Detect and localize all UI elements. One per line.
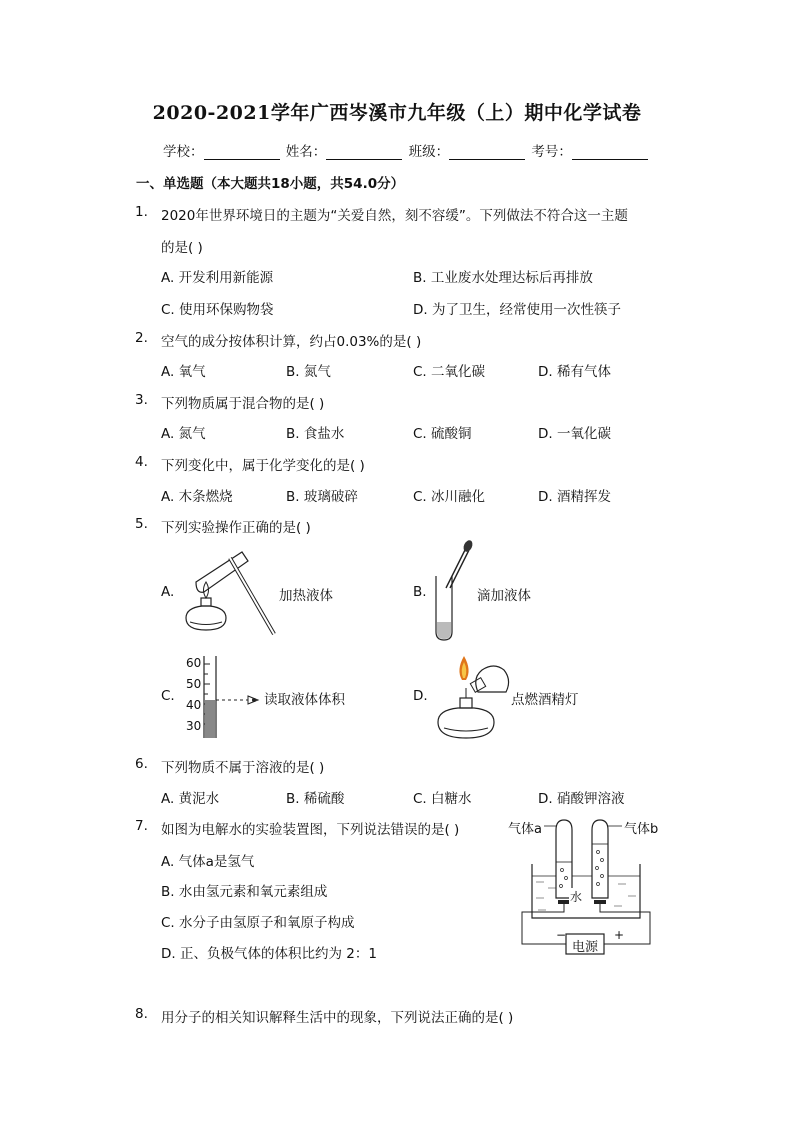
question-text: 下列变化中，属于化学变化的是( ) <box>161 458 365 474</box>
option-b[interactable]: B. 稀硫酸 <box>286 791 345 807</box>
option-d[interactable]: D. 一氧化碳 <box>538 426 611 442</box>
option-b[interactable]: B. 工业废水处理达标后再排放 <box>413 270 593 286</box>
question-text: 下列物质不属于溶液的是( ) <box>161 760 325 776</box>
option-a[interactable]: A. 氧气 <box>161 364 206 380</box>
power-label: 电源 <box>572 940 599 955</box>
option-c[interactable]: C. 二氧化碳 <box>413 364 486 380</box>
question-number: 2. <box>135 330 148 346</box>
option-b[interactable]: B. 水由氢元素和氧元素组成 <box>161 884 328 900</box>
figure-label: 读取液体体积 <box>264 692 345 708</box>
plus-sign: + <box>614 928 625 942</box>
minus-sign: − <box>556 928 567 942</box>
option-c[interactable]: C. 白糖水 <box>413 791 472 807</box>
option-b[interactable]: B. <box>413 584 427 600</box>
question-text: 用分子的相关知识解释生活中的现象，下列说法正确的是( ) <box>161 1010 514 1026</box>
question-text: 的是( ) <box>161 240 203 256</box>
gas-b-label: 气体b <box>624 822 659 837</box>
option-c[interactable]: C. 硫酸铜 <box>413 426 472 442</box>
school-blank[interactable] <box>204 145 280 160</box>
question-text: 如图为电解水的实验装置图，下列说法错误的是( ) <box>161 822 460 838</box>
heating-liquid-figure <box>182 548 282 640</box>
question-number: 6. <box>135 756 148 772</box>
figure-label: 点燃酒精灯 <box>511 692 579 708</box>
gas-a-label: 气体a <box>508 822 542 837</box>
question-number: 4. <box>135 454 148 470</box>
question-number: 3. <box>135 392 148 408</box>
option-b[interactable]: B. 氮气 <box>286 364 331 380</box>
question-text: 下列实验操作正确的是( ) <box>161 520 311 536</box>
dropper-figure <box>432 540 472 642</box>
question-number: 5. <box>135 516 148 532</box>
question-number: 7. <box>135 818 148 834</box>
option-a[interactable]: A. 氮气 <box>161 426 206 442</box>
option-b[interactable]: B. 玻璃破碎 <box>286 489 358 505</box>
question-number: 8. <box>135 1006 148 1022</box>
water-label: 水 <box>570 890 583 904</box>
question-number: 1. <box>135 204 148 220</box>
question-text: 下列物质属于混合物的是( ) <box>161 396 325 412</box>
number-blank[interactable] <box>572 145 648 160</box>
figure-label: 滴加液体 <box>477 588 531 604</box>
tick-label: 40 <box>186 698 202 712</box>
option-a[interactable]: A. 黄泥水 <box>161 791 220 807</box>
school-label: 学校： <box>163 144 204 160</box>
page-title: 2020-2021学年广西岑溪市九年级（上）期中化学试卷 <box>152 102 642 124</box>
class-label: 班级： <box>408 144 450 160</box>
figure-label: 加热液体 <box>279 588 333 604</box>
option-d[interactable]: D. 硝酸钾溶液 <box>538 791 625 807</box>
option-d[interactable]: D. <box>413 688 428 704</box>
name-blank[interactable] <box>326 145 402 160</box>
option-a[interactable]: A. <box>161 584 175 600</box>
tick-label: 60 <box>186 656 202 670</box>
class-blank[interactable] <box>449 145 525 160</box>
lamp-lighting-figure <box>432 652 512 744</box>
option-d[interactable]: D. 为了卫生，经常使用一次性筷子 <box>413 302 621 318</box>
option-d[interactable]: D. 正、负极气体的体积比约为 2：1 <box>161 946 377 962</box>
section-heading: 一、单选题（本大题共18小题，共54.0分） <box>136 176 405 192</box>
option-a[interactable]: A. 木条燃烧 <box>161 489 233 505</box>
question-text: 2020年世界环境日的主题为“关爱自然，刻不容缓”。下列做法不符合这一主题 <box>161 208 628 224</box>
option-a[interactable]: A. 开发利用新能源 <box>161 270 274 286</box>
name-label: 姓名： <box>285 144 327 160</box>
student-info-row <box>163 140 650 160</box>
option-c[interactable]: C. 使用环保购物袋 <box>161 302 274 318</box>
question-text: 空气的成分按体积计算，约占0.03%的是( ) <box>161 334 422 350</box>
option-d[interactable]: D. 酒精挥发 <box>538 489 611 505</box>
tick-label: 30 <box>186 719 202 733</box>
option-c[interactable]: C. 冰川融化 <box>413 489 486 505</box>
option-c[interactable]: C. <box>161 688 175 704</box>
option-b[interactable]: B. 食盐水 <box>286 426 345 442</box>
number-label: 考号： <box>531 144 572 160</box>
tick-label: 50 <box>186 677 202 691</box>
option-a[interactable]: A. 气体a是氢气 <box>161 854 255 870</box>
option-c[interactable]: C. 水分子由氢原子和氧原子构成 <box>161 915 355 931</box>
option-d[interactable]: D. 稀有气体 <box>538 364 611 380</box>
